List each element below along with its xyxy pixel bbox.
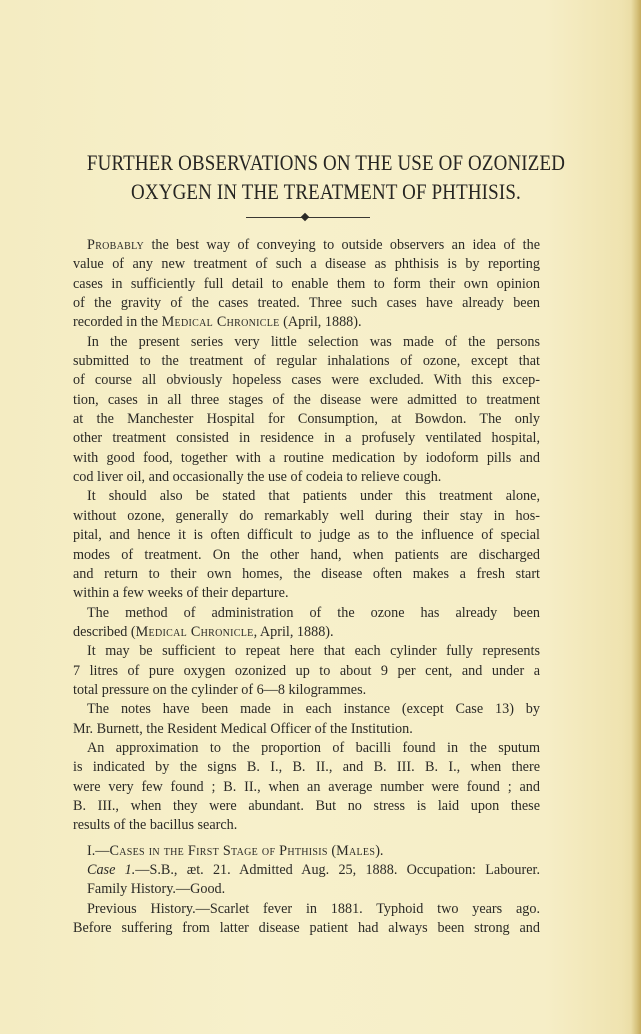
case-label: Case 1.: [87, 862, 136, 878]
section-heading: I.—Cases in the First Stage of Phthisis (Males).: [87, 842, 384, 859]
paragraph-4-line: described (Medical Chronicle, April, 1888).: [73, 623, 334, 640]
paragraph-2-line: In the present series very little selection was made of the persons: [87, 333, 540, 350]
paragraph-3-line: modes of treatment. On the other hand, when patients are discharged: [73, 546, 540, 563]
paragraph-2-line: cod liver oil, and occasionally the use of codeia to relieve cough.: [73, 469, 442, 486]
case-entry-line: Case 1.—S.B., æt. 21. Admitted Aug. 25, 1888. Occupation: Labourer.: [87, 862, 540, 878]
title-line-2: OXYGEN IN THE TREATMENT OF PHTHISIS.: [131, 179, 521, 204]
previous-history-line: Previous History.—Scarlet fever in 1881. Typhoid two years ago.: [87, 900, 540, 917]
paragraph-2-line: tion, cases in all three stages of the disease were admitted to treatment: [73, 391, 540, 408]
diamond-ornament-icon: [301, 213, 309, 221]
previous-history-line: Before suffering from latter disease patient had always been strong and: [73, 920, 540, 937]
paragraph-3-line: without ozone, generally do remarkably well during their stay in hos-: [73, 507, 540, 524]
paragraph-1-line: of the gravity of the cases treated. Three such cases have already been: [73, 295, 540, 312]
paragraph-2-line: submitted to the treatment of regular inhalations of ozone, except that: [73, 353, 540, 370]
paragraph-7-line: B. III., when they were abundant. But no stress is laid upon these: [73, 797, 540, 814]
article-body: [73, 236, 540, 938]
paragraph-4-line: The method of administration of the ozone has already been: [87, 604, 540, 621]
paragraph-1-line: cases in sufficiently full detail to enable them to form their own opinion: [73, 275, 540, 292]
paragraph-5-line: total pressure on the cylinder of 6—8 kilogrammes.: [73, 681, 367, 698]
ornamental-rule: [246, 213, 370, 223]
paragraph-7-line: results of the bacillus search.: [73, 817, 238, 834]
paragraph-7-line: is indicated by the signs B. I., B. II., and B. III. B. I., when there: [73, 759, 540, 776]
page-edge-shadow: [631, 0, 641, 1034]
paragraph-2-line: at the Manchester Hospital for Consumption, at Bowdon. The only: [73, 411, 540, 428]
article-title: [80, 148, 572, 206]
paragraph-3-line: within a few weeks of their departure.: [73, 585, 289, 602]
family-history-line: Family History.—Good.: [87, 881, 226, 898]
paragraph-1-line: recorded in the Medical Chronicle (April, 1888).: [73, 314, 362, 331]
paragraph-1-line: value of any new treatment of such a disease as phthisis is by reporting: [73, 256, 540, 273]
paragraph-1-line: Probably the best way of conveying to outside observers an idea of the: [87, 237, 540, 253]
paragraph-3-line: pital, and hence it is often difficult to judge as to the influence of special: [73, 527, 540, 544]
paragraph-6-line: Mr. Burnett, the Resident Medical Officer of the Institution.: [73, 720, 413, 737]
paragraph-5-line: It may be sufficient to repeat here that each cylinder fully represents: [87, 643, 540, 660]
paragraph-7-line: were very few found ; B. II., when an average number were found ; and: [73, 778, 540, 795]
paragraph-3-line: and return to their own homes, the disease often makes a fresh start: [73, 565, 540, 582]
paragraph-2-line: with good food, together with a routine medication by iodoform pills and: [73, 449, 540, 466]
title-line-1: FURTHER OBSERVATIONS ON THE USE OF OZONIZED: [86, 150, 566, 175]
paragraph-5-line: 7 litres of pure oxygen ozonized up to about 9 per cent, and under a: [73, 662, 540, 679]
paragraph-6-line: The notes have been made in each instance (except Case 13) by: [87, 701, 540, 718]
paragraph-7-line: An approximation to the proportion of bacilli found in the sputum: [87, 739, 540, 756]
paragraph-2-line: of course all obviously hopeless cases were excluded. With this excep-: [73, 372, 540, 389]
paragraph-3-line: It should also be stated that patients under this treatment alone,: [87, 488, 540, 505]
paragraph-2-line: other treatment consisted in residence in a profusely ventilated hospital,: [73, 430, 540, 447]
